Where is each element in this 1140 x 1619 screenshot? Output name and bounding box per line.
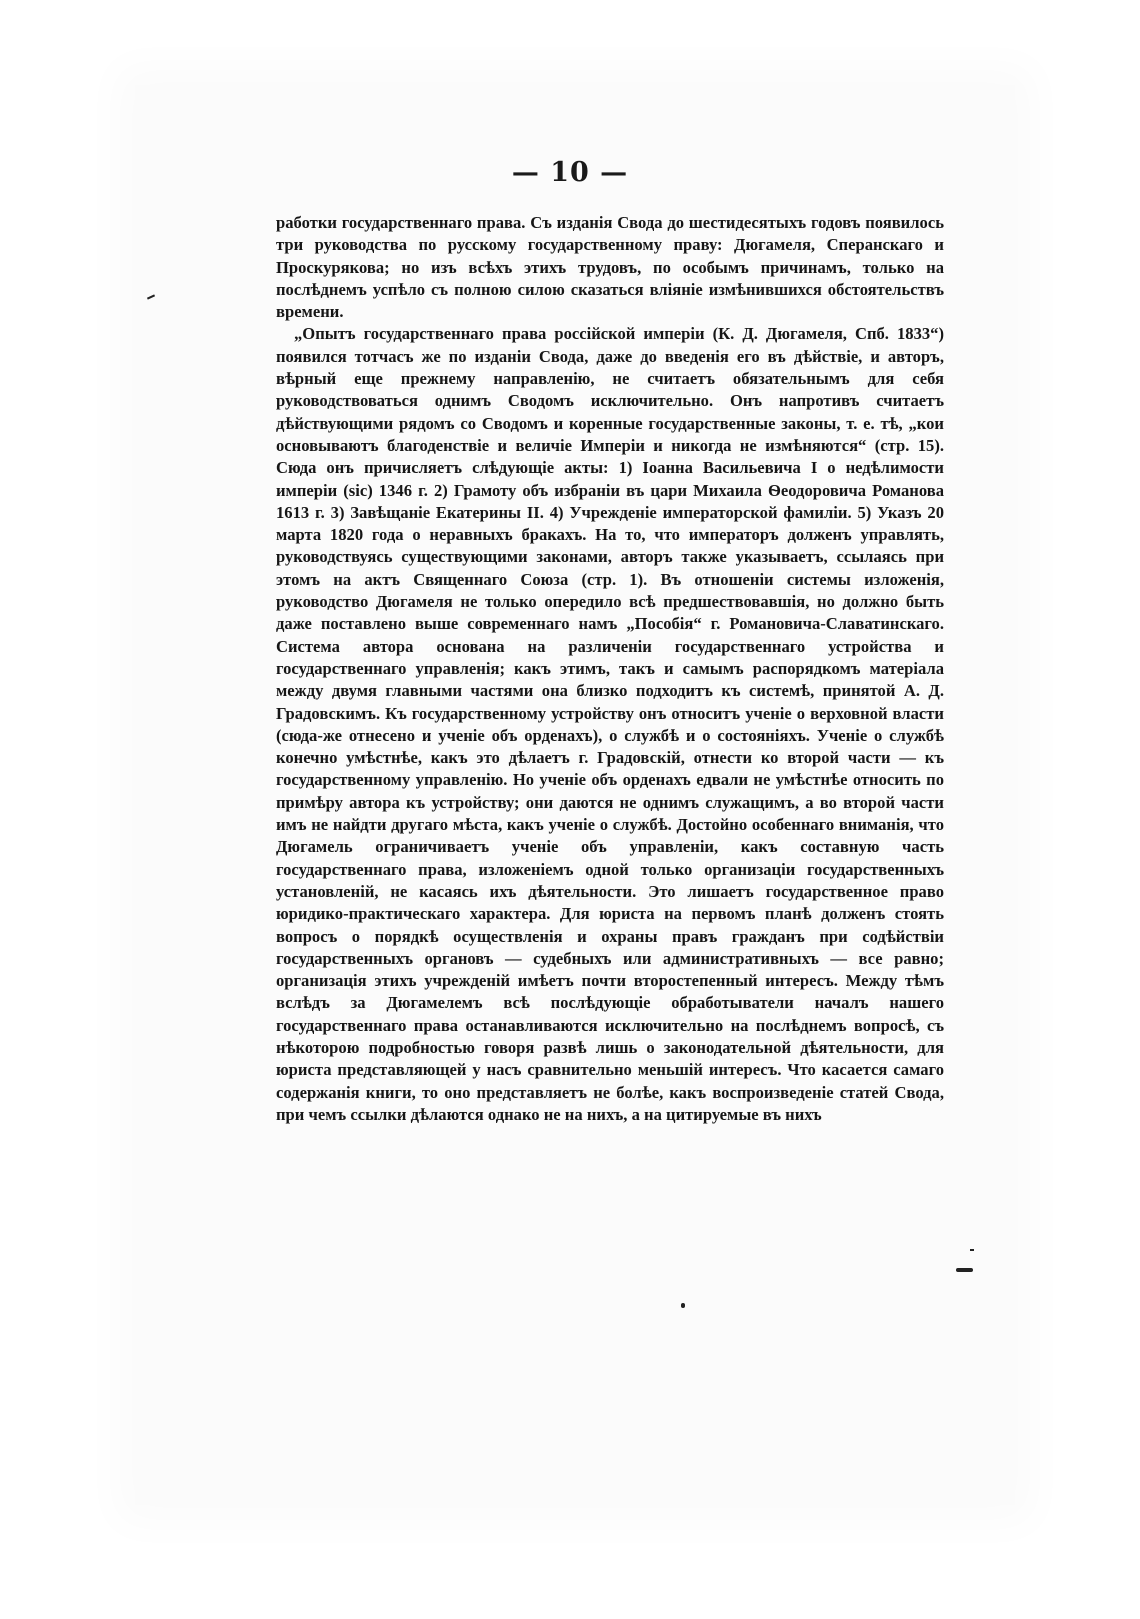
body-text [276,212,944,1126]
paragraph-1: работки государственнаго права. Съ изданія Свода до шестидесятыхъ годовъ появилось три руководства по русскому государственному праву: Дюгамеля, Сперанскаго и Проскурякова; но изъ всѣхъ этихъ трудовъ, по особымъ причинамъ, только на послѣднемъ успѣло съ полною силою сказаться вліяніе измѣнившихся обстоятельствъ времени. [276,213,944,322]
margin-tick [970,1249,974,1251]
page-number: — 10 — [511,157,629,188]
ink-dot [681,1303,685,1308]
paragraph-2: „Опытъ государственнаго права россійской имперіи (К. Д. Дюгамеля, Спб. 1833“) появился тотчасъ же по изданіи Свода, даже до введенія его въ дѣйствіе, и авторъ, вѣрный еще прежнему направленію, не считаетъ обязательнымъ для себя руководствоваться однимъ Сводомъ исключительно. Онъ напротивъ считаетъ дѣйствующими рядомъ со Сводомъ и коренные государственные законы, т. е. тѣ, „кои основываютъ благоденствіе и величіе Имперіи и никогда не измѣняются“ (стр. 15). Сюда онъ причисляетъ слѣдующіе акты: 1) Іоанна Васильевича I о недѣлимости имперіи (sic) 1346 г. 2) Грамоту объ избраніи въ цари Михаила Ѳеодоровича Романова 1613 г. 3) Завѣщаніе Екатерины II. 4) Учрежденіе императорской фамиліи. 5) Указъ 20 марта 1820 года о неравныхъ бракахъ. На то, что императоръ долженъ управлять, руководствуясь существующими законами, авторъ также указываетъ, ссылаясь при этомъ на актъ Священнаго Союза (стр. 1). Въ отношеніи системы изложенія, руководство Дюгамеля не только опередило всѣ предшествовавшія, но должно быть даже поставлено выше современнаго намъ „Пособія“ г. Романовича-Славатинскаго. Система автора основана на различеніи государственнаго устройства и государственнаго управленія; какъ этимъ, такъ и самымъ распорядкомъ матеріала между двумя главными частями она близко подходитъ къ системѣ, принятой А. Д. Градовскимъ. Къ государственному устройству онъ относитъ ученіе о верховной власти (сюда-же отнесено и ученіе объ орденахъ), о службѣ и о состояніяхъ. Ученіе о службѣ конечно умѣстнѣе, какъ это дѣлаетъ г. Градовскій, отнести ко второй части — къ государственному управленію. Но ученіе объ орденахъ едвали не умѣстнѣе относить по примѣру автора къ устройству; они даются не однимъ служащимъ, а во второй части имъ не найдти другаго мѣста, какъ ученіе о службѣ. Достойно особеннаго вниманія, что Дюгамель ограничиваетъ ученіе объ управленіи, какъ составную часть государственнаго права, изложеніемъ одной только организаціи государственныхъ установленій, не касаясь ихъ дѣятельности. Это лишаетъ государственное право юридико-практическаго характера. Для юриста на первомъ планѣ долженъ стоять вопросъ о порядкѣ осуществленія и охраны правъ гражданъ при содѣйствіи государственныхъ органовъ — судебныхъ или административныхъ — все равно; организація этихъ учрежденій имѣетъ почти второстепенный интересъ. Между тѣмъ вслѣдъ за Дюгамелемъ всѣ послѣдующіе обработыватели началъ нашего государственнаго права останавливаются исключительно на послѣднемъ вопросѣ, съ нѣкоторою подробностью говоря развѣ лишь о законодательной дѣятельности, для юриста представляющей у насъ сравнительно меньшій интересъ. Что касается самаго содержанія книги, то оно представляетъ не болѣе, какъ воспроизведеніе статей Свода, при чемъ ссылки дѣлаются однако не на нихъ, а на цитируемые въ нихъ [276,324,944,1124]
margin-dash [956,1268,973,1272]
